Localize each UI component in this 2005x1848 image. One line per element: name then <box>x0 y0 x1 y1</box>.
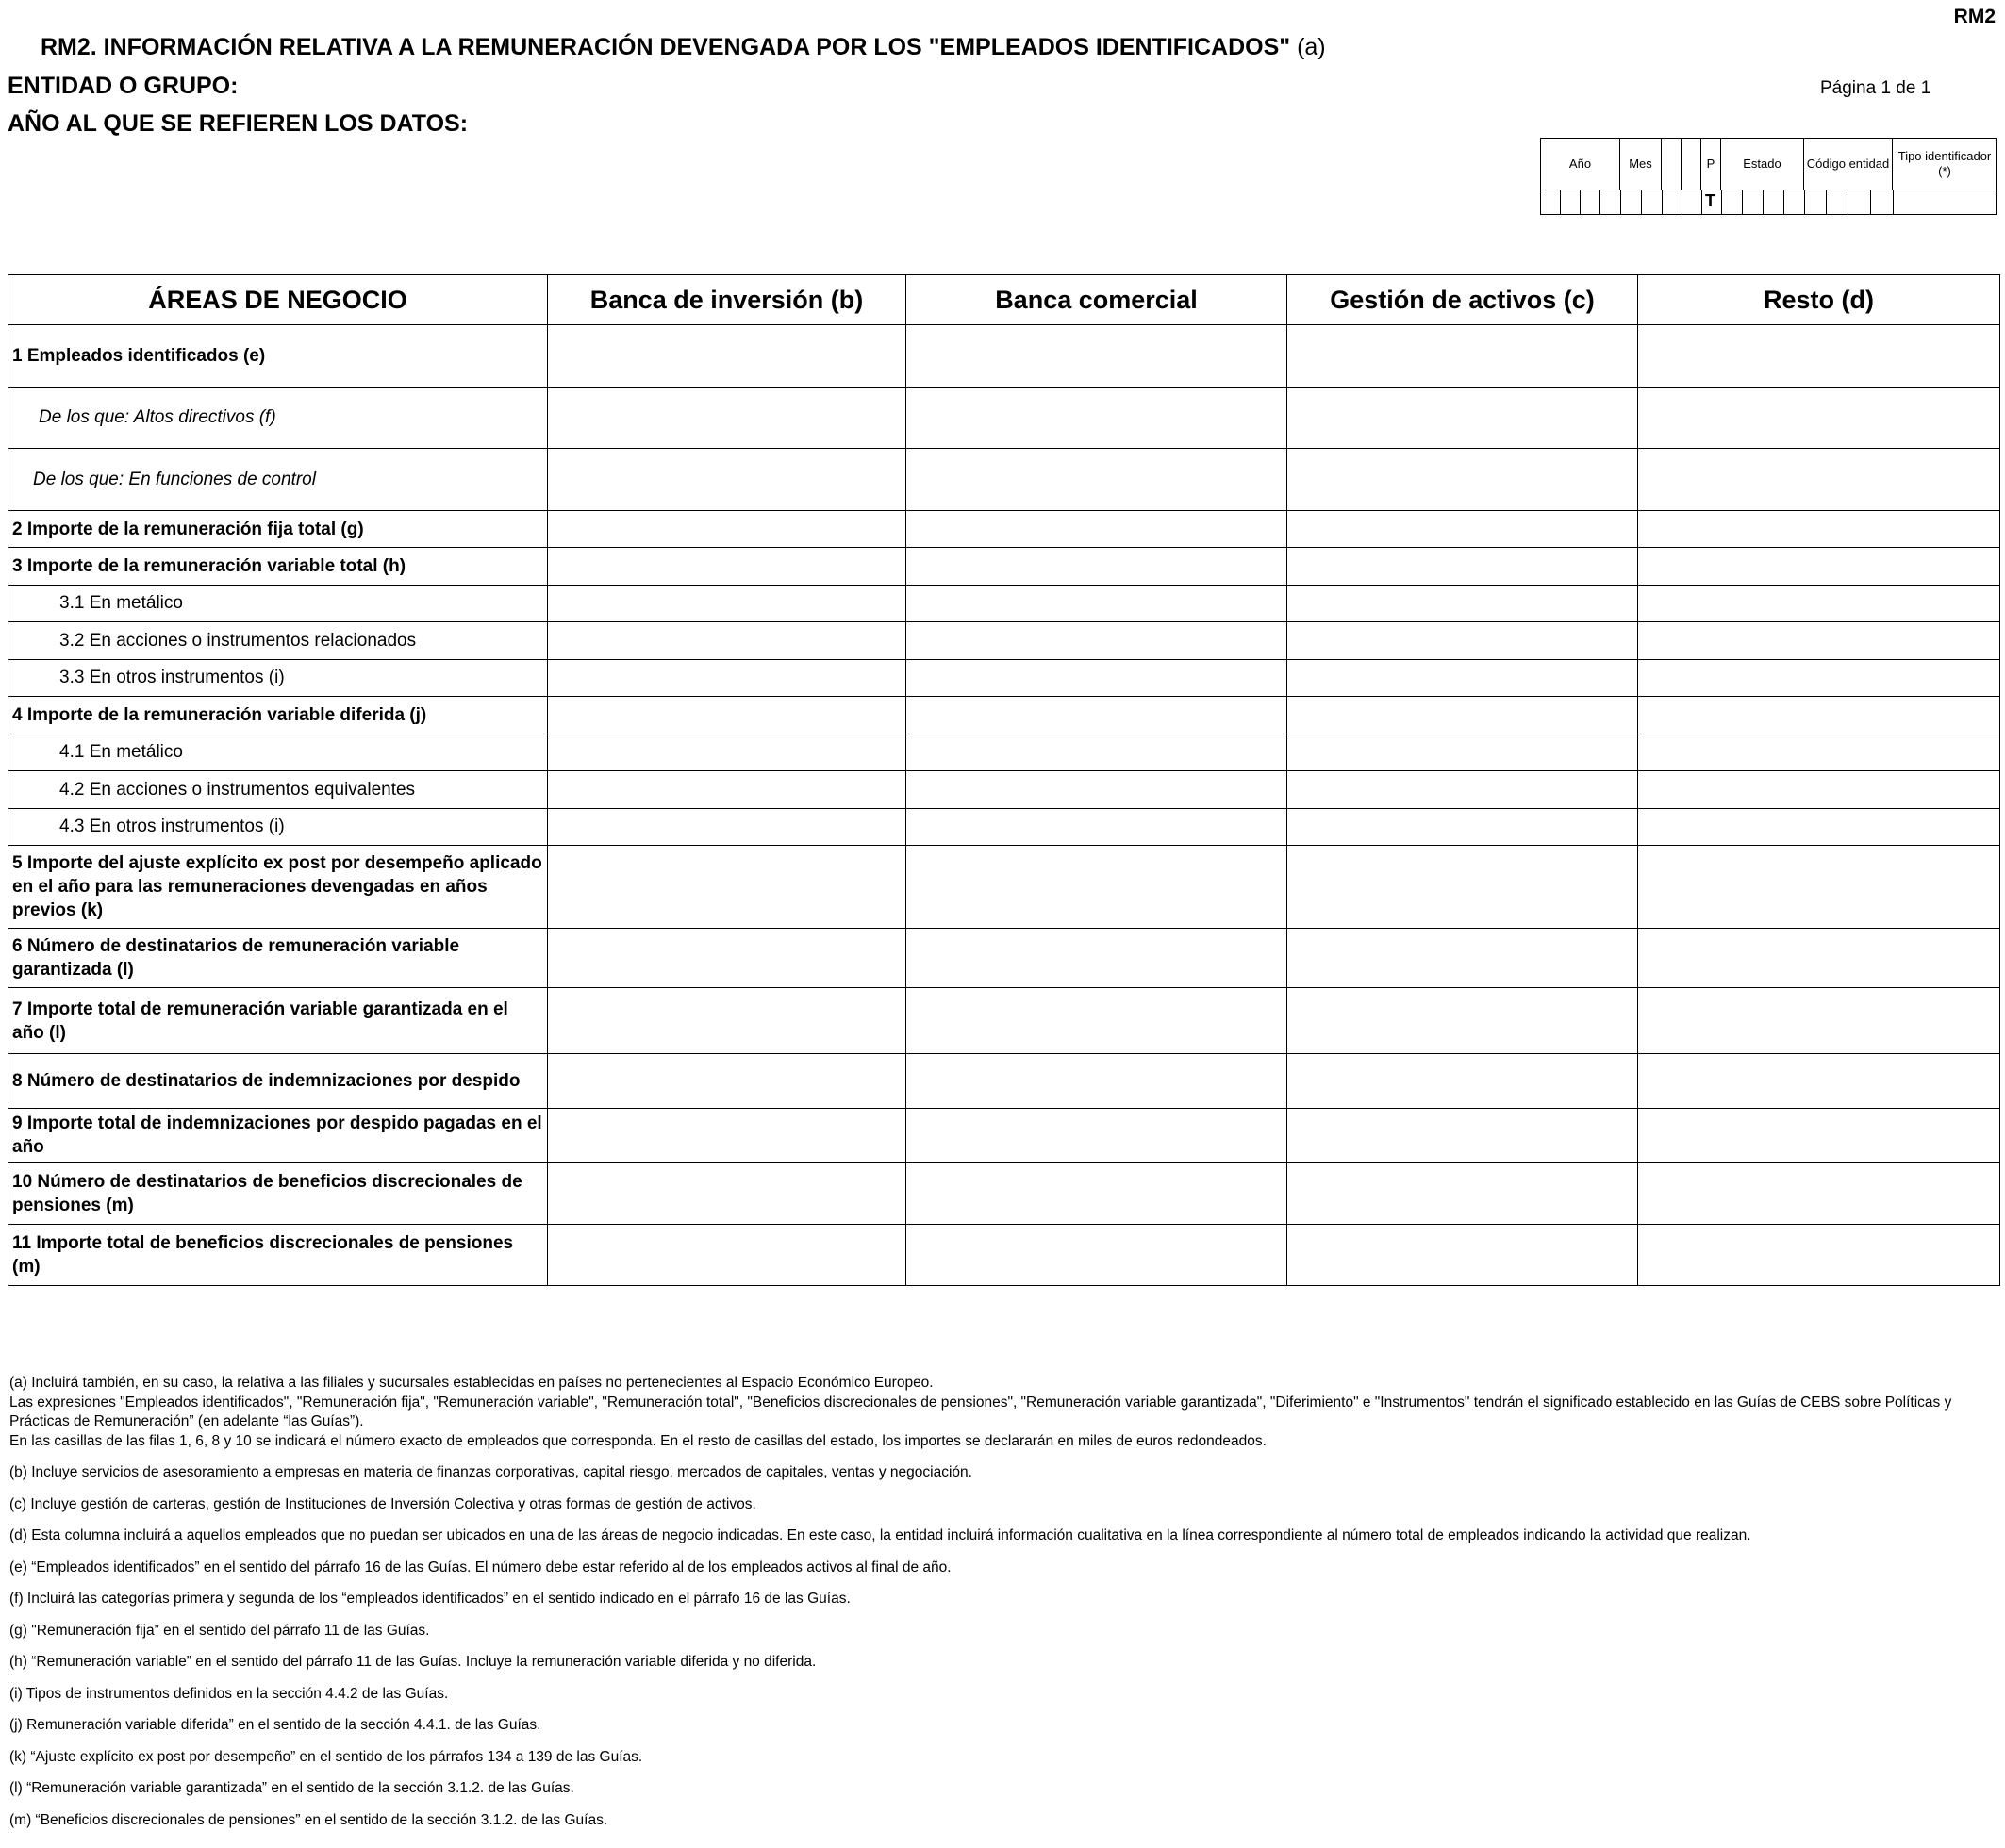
data-cell[interactable] <box>1638 388 2000 449</box>
data-cell[interactable] <box>1638 1054 2000 1109</box>
row-label: 3.3 En otros instrumentos (i) <box>8 660 548 697</box>
form-code: RM2 <box>1953 6 1996 27</box>
data-cell[interactable] <box>548 511 906 548</box>
data-cell[interactable] <box>1638 622 2000 660</box>
title-text: RM2. INFORMACIÓN RELATIVA A LA REMUNERACIÓN DEVENGADA POR LOS "EMPLEADOS IDENTIFICADOS" <box>41 34 1291 60</box>
id-cell-line <box>1662 190 1663 214</box>
data-cell[interactable] <box>906 1163 1287 1225</box>
data-cell[interactable] <box>906 1054 1287 1109</box>
data-cell[interactable] <box>548 325 906 388</box>
data-cell[interactable] <box>906 1225 1287 1286</box>
footnote-c: (c) Incluye gestión de carteras, gestión de Instituciones de Inversión Colectiva y otras formas de gestión de activos. <box>9 1495 756 1512</box>
id-cell-line <box>1804 190 1805 214</box>
data-cell[interactable] <box>1287 734 1638 771</box>
table-row <box>8 548 2000 586</box>
id-spacer-1 <box>1662 139 1682 190</box>
data-cell[interactable] <box>1287 929 1638 988</box>
data-cell[interactable] <box>1638 846 2000 929</box>
footnote-a-units: En las casillas de las filas 1, 6, 8 y 10 se indicará el número exacto de empleados que corresponda. En el resto de casillas del estado, los importes se declararán en miles de euros redondeados. <box>9 1432 1267 1449</box>
table-row <box>8 1109 2000 1163</box>
row-label: De los que: Altos directivos (f) <box>8 388 548 449</box>
footnote-d: (d) Esta columna incluirá a aquellos empleados que no puedan ser ubicados en una de las áreas de negocio indicadas. En este caso, la entidad incluirá información cualitativa en la línea correspondiente al número total de empleados indicando la actividad que realizan. <box>9 1527 1751 1543</box>
data-cell[interactable] <box>1638 1163 2000 1225</box>
data-cell[interactable] <box>906 622 1287 660</box>
id-header-state: Estado <box>1721 139 1804 190</box>
id-cell-line <box>1599 190 1600 214</box>
footnote-m: (m) “Beneficios discrecionales de pensiones” en el sentido de la sección 3.1.2. de las Guías. <box>9 1811 608 1828</box>
data-cell[interactable] <box>548 548 906 586</box>
data-cell[interactable] <box>1638 660 2000 697</box>
page-indicator: Página 1 de 1 <box>1820 78 1931 98</box>
row-label: 1 Empleados identificados (e) <box>8 325 548 388</box>
id-cell-line <box>1763 190 1764 214</box>
data-cell[interactable] <box>548 449 906 511</box>
page-title <box>41 34 1326 61</box>
footnote-b: (b) Incluye servicios de asesoramiento a empresas en materia de finanzas corporativas, capital riesgo, mercados de capitales, ventas y negociación. <box>9 1464 972 1480</box>
footnote-e: (e) “Empleados identificados” en el sentido del párrafo 16 de las Guías. El número debe estar referido al de los empleados activos al final de año. <box>9 1559 952 1576</box>
id-cell-line <box>1641 190 1642 214</box>
col-header-asset-management: Gestión de activos (c) <box>1287 275 1638 325</box>
row-label: 9 Importe total de indemnizaciones por despido pagadas en el año <box>8 1109 548 1163</box>
data-cell[interactable] <box>1638 1225 2000 1286</box>
data-cell[interactable] <box>1287 449 1638 511</box>
data-cell[interactable] <box>906 929 1287 988</box>
data-cell[interactable] <box>1287 771 1638 809</box>
data-cell[interactable] <box>906 548 1287 586</box>
data-cell[interactable] <box>1638 548 2000 586</box>
data-cell[interactable] <box>906 771 1287 809</box>
row-label: 8 Número de destinatarios de indemnizaciones por despido <box>8 1054 548 1109</box>
data-cell[interactable] <box>1638 325 2000 388</box>
data-cell[interactable] <box>548 929 906 988</box>
footnotes <box>9 1374 1990 1842</box>
data-cell[interactable] <box>548 846 906 929</box>
data-cell[interactable] <box>906 809 1287 846</box>
data-cell[interactable] <box>1638 809 2000 846</box>
data-cell[interactable] <box>548 1225 906 1286</box>
col-header-rest: Resto (d) <box>1638 275 2000 325</box>
data-cell[interactable] <box>1638 734 2000 771</box>
table-row <box>8 697 2000 734</box>
data-cell[interactable] <box>1287 1225 1638 1286</box>
table-row <box>8 449 2000 511</box>
col-header-investment-banking: Banca de inversión (b) <box>548 275 906 325</box>
row-label: 4.2 En acciones o instrumentos equivalentes <box>8 771 548 809</box>
data-cell[interactable] <box>1638 1109 2000 1163</box>
year-label: AÑO AL QUE SE REFIEREN LOS DATOS: <box>8 110 469 137</box>
data-cell[interactable] <box>906 511 1287 548</box>
footnote-i: (i) Tipos de instrumentos definidos en la sección 4.4.2 de las Guías. <box>9 1685 449 1702</box>
data-cell[interactable] <box>548 622 906 660</box>
data-cell[interactable] <box>1287 548 1638 586</box>
data-cell[interactable] <box>1287 586 1638 622</box>
table-row <box>8 1163 2000 1225</box>
id-cell-line <box>1893 190 1894 214</box>
row-label: 10 Número de destinatarios de beneficios discrecionales de pensiones (m) <box>8 1163 548 1225</box>
id-header-entity-code: Código entidad <box>1804 139 1893 190</box>
data-cell[interactable] <box>906 388 1287 449</box>
footnote-a: (a) Incluirá también, en su caso, la relativa a las filiales y sucursales establecidas en países no pertenecientes al Espacio Económico Europeo. <box>9 1375 934 1391</box>
table-row <box>8 586 2000 622</box>
footnote-f: (f) Incluirá las categorías primera y segunda de los “empleados identificados” en el sentido indicado en el párrafo 16 de las Guías. <box>9 1591 851 1607</box>
table-row <box>8 734 2000 771</box>
data-cell[interactable] <box>1287 1163 1638 1225</box>
table-row <box>8 325 2000 388</box>
identifier-box <box>1540 138 1997 215</box>
data-cell[interactable] <box>548 586 906 622</box>
id-cell-line <box>1742 190 1743 214</box>
data-cell[interactable] <box>1287 1054 1638 1109</box>
table-row <box>8 988 2000 1054</box>
table-row <box>8 660 2000 697</box>
footnote-h: (h) “Remuneración variable” en el sentido del párrafo 11 de las Guías. Incluye la remuneración variable diferida y no diferida. <box>9 1654 817 1670</box>
data-cell[interactable] <box>906 586 1287 622</box>
row-label: 4.3 En otros instrumentos (i) <box>8 809 548 846</box>
data-cell[interactable] <box>1287 388 1638 449</box>
data-cell[interactable] <box>1638 929 2000 988</box>
row-label: 3 Importe de la remuneración variable total (h) <box>8 548 548 586</box>
id-spacer-2 <box>1682 139 1701 190</box>
table-row <box>8 1054 2000 1109</box>
row-label: 5 Importe del ajuste explícito ex post por desempeño aplicado en el año para las remuneraciones devengadas en años previos (k) <box>8 846 548 929</box>
data-cell[interactable] <box>1638 771 2000 809</box>
id-cell-line <box>1721 190 1722 214</box>
data-cell[interactable] <box>1287 697 1638 734</box>
row-label: 7 Importe total de remuneración variable garantizada en el año (l) <box>8 988 548 1054</box>
data-cell[interactable] <box>1287 660 1638 697</box>
table-header-row <box>8 275 2000 325</box>
table-row <box>8 771 2000 809</box>
data-cell[interactable] <box>1287 511 1638 548</box>
data-cell[interactable] <box>548 771 906 809</box>
entity-label: ENTIDAD O GRUPO: <box>8 73 239 99</box>
table-row <box>8 846 2000 929</box>
data-cell[interactable] <box>548 1109 906 1163</box>
data-cell[interactable] <box>906 660 1287 697</box>
row-label: 3.1 En metálico <box>8 586 548 622</box>
col-header-commercial-banking: Banca comercial <box>906 275 1287 325</box>
table-row <box>8 1225 2000 1286</box>
row-label: 2 Importe de la remuneración fija total (g) <box>8 511 548 548</box>
id-header-p: P <box>1701 139 1721 190</box>
data-cell[interactable] <box>548 697 906 734</box>
data-cell[interactable] <box>1287 1109 1638 1163</box>
data-cell[interactable] <box>1638 586 2000 622</box>
row-label: 4 Importe de la remuneración variable diferida (j) <box>8 697 548 734</box>
row-label: 3.2 En acciones o instrumentos relacionados <box>8 622 548 660</box>
remuneration-table <box>8 274 2000 1286</box>
data-cell[interactable] <box>548 1054 906 1109</box>
row-label: 11 Importe total de beneficios discrecionales de pensiones (m) <box>8 1225 548 1286</box>
data-cell[interactable] <box>548 734 906 771</box>
footnote-k: (k) “Ajuste explícito ex post por desempeño” en el sentido de los párrafos 134 a 139 de las Guías. <box>9 1748 643 1765</box>
id-header-month: Mes <box>1620 139 1662 190</box>
table-row <box>8 622 2000 660</box>
id-cell-line <box>1560 190 1561 214</box>
data-cell[interactable] <box>1638 988 2000 1054</box>
id-cell-line <box>1826 190 1827 214</box>
data-cell[interactable] <box>548 988 906 1054</box>
col-header-business-areas: ÁREAS DE NEGOCIO <box>8 275 548 325</box>
table-row <box>8 929 2000 988</box>
footnote-l: (l) “Remuneración variable garantizada” en el sentido de la sección 3.1.2. de las Guías. <box>9 1780 574 1796</box>
footnote-g: (g) "Remuneración fija” en el sentido del párrafo 11 de las Guías. <box>9 1622 430 1639</box>
data-cell[interactable] <box>906 734 1287 771</box>
data-cell[interactable] <box>906 846 1287 929</box>
row-label: De los que: En funciones de control <box>8 449 548 511</box>
data-cell[interactable] <box>906 988 1287 1054</box>
data-cell[interactable] <box>1638 697 2000 734</box>
data-cell[interactable] <box>548 660 906 697</box>
id-t-cell: T <box>1705 191 1715 210</box>
data-cell[interactable] <box>906 1109 1287 1163</box>
data-cell[interactable] <box>1638 511 2000 548</box>
row-label: 4.1 En metálico <box>8 734 548 771</box>
data-cell[interactable] <box>548 1163 906 1225</box>
footnote-a-definitions: Las expresiones "Empleados identificados", "Remuneración fija", "Remuneración variable", "Remuneración total", "Beneficios discrecionales de pensiones", "Remuneración variable garantizada", "Diferimiento" e "Instrumentos" tendrán el significado establecido en las Guías de CEBS sobre Políticas y Prácticas de Remuneración” (en adelante “las Guías”). <box>9 1394 1952 1429</box>
id-header-id-type: Tipo identificador (*) <box>1897 149 1992 178</box>
data-cell[interactable] <box>548 388 906 449</box>
data-cell[interactable] <box>1287 846 1638 929</box>
footnote-j: (j) Remuneración variable diferida” en el sentido de la sección 4.4.1. de las Guías. <box>9 1717 541 1733</box>
id-cell-line <box>1620 190 1621 214</box>
id-cell-line <box>1870 190 1871 214</box>
data-cell[interactable] <box>906 449 1287 511</box>
data-cell[interactable] <box>906 325 1287 388</box>
data-cell[interactable] <box>548 809 906 846</box>
data-cell[interactable] <box>1638 449 2000 511</box>
id-cell-line <box>1580 190 1581 214</box>
table-row <box>8 511 2000 548</box>
row-label: 6 Número de destinatarios de remuneración variable garantizada (l) <box>8 929 548 988</box>
id-header-year: Año <box>1541 139 1620 190</box>
data-cell[interactable] <box>1287 325 1638 388</box>
table-row <box>8 809 2000 846</box>
table-row <box>8 388 2000 449</box>
data-cell[interactable] <box>1287 809 1638 846</box>
title-footnote-ref: (a) <box>1297 34 1326 60</box>
data-cell[interactable] <box>1287 988 1638 1054</box>
id-cell-line <box>1701 190 1702 214</box>
id-cell-line <box>1783 190 1784 214</box>
data-cell[interactable] <box>906 697 1287 734</box>
data-cell[interactable] <box>1287 622 1638 660</box>
